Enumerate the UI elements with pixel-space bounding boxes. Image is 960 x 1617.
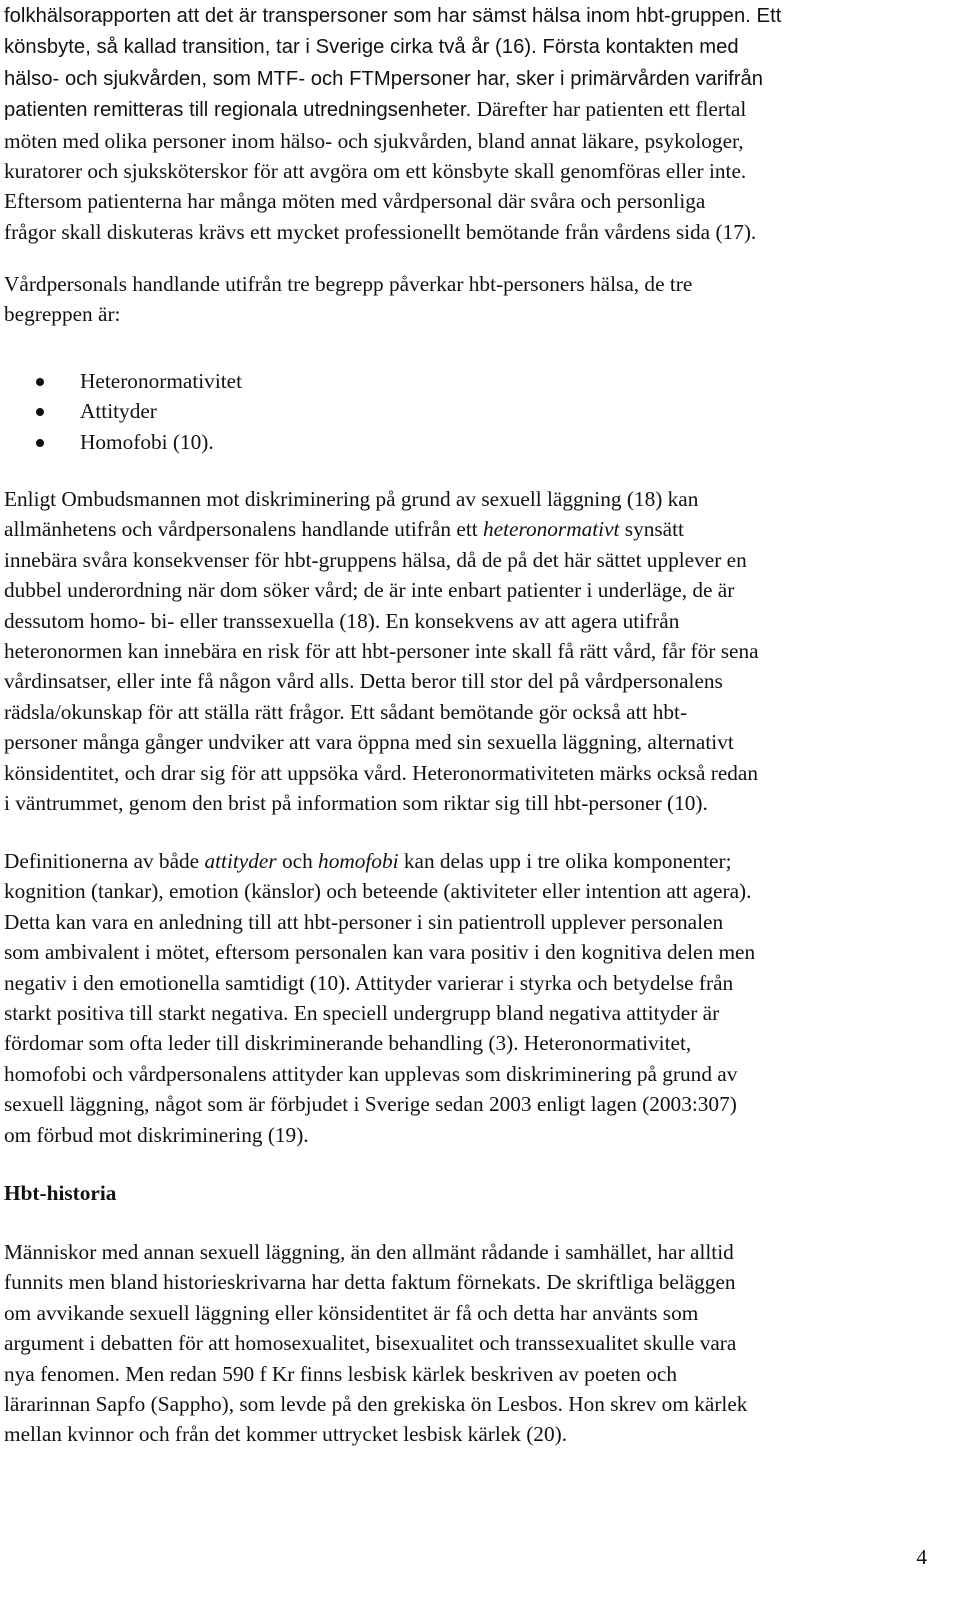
text-line: personer många gånger undviker att vara öppna med sin sexuella läggning, alternativt — [4, 730, 734, 755]
text-line: heteronormen kan innebära en risk för att hbt-personer inte skall få rätt vård, får för sena — [4, 639, 759, 664]
text-line: som ambivalent i mötet, eftersom personalen kan vara positiv i den kognitiva delen men — [4, 940, 756, 965]
text-line — [4, 94, 954, 125]
text-span: allmänhetens och vårdpersonalens handlande utifrån ett — [4, 517, 484, 542]
text-line: könsidentitet, och drar sig för att uppsöka vård. Heteronormativiteten märks också redan — [4, 760, 759, 785]
text-span: könsbyte, så kallad transition, tar i Sverige cirka två år (16). Första kontakten med — [4, 36, 739, 59]
bullet-icon — [36, 378, 44, 386]
text-span: Definitionerna av både — [4, 849, 205, 873]
list-item — [0, 427, 242, 457]
text-line: Människor med annan sexuell läggning, än den allmänt rådande i samhället, har alltid — [4, 1240, 734, 1264]
text-line: vårdinsatser, eller inte få någon vård alls. Detta beror till stor del på vårdpersonalens — [4, 669, 723, 694]
text-line — [4, 0, 954, 31]
text-line — [4, 31, 954, 62]
paragraph-transition — [4, 0, 954, 247]
paragraph-heteronormativity — [4, 484, 954, 818]
text-line: om avvikande sexuell läggning eller könsidentitet är få och detta har använts som — [4, 1300, 699, 1325]
text-line: lärarinnan Sapfo (Sappho), som levde på den grekiska ön Lesbos. Hon skrev om kärlek — [4, 1392, 748, 1417]
paragraph-attitudes — [4, 846, 954, 1150]
bullet-icon — [36, 439, 44, 447]
list-item-text: Homofobi (10). — [80, 429, 214, 454]
text-line: Detta kan vara en anledning till att hbt-personer i sin patientroll upplever personalen — [4, 909, 724, 934]
text-span: patienten remitteras till regionala utredningsenheter. — [4, 99, 472, 122]
text-line: Enligt Ombudsmannen mot diskriminering på grund av sexuell läggning (18) kan — [4, 487, 699, 511]
text-line: funnits men bland historieskrivarna har detta faktum förnekats. De skriftliga beläggen — [4, 1270, 736, 1295]
text-span: folkhälsorapporten att det är transpersoner som har sämst hälsa inom hbt-gruppen. Ett — [4, 5, 782, 27]
text-line: kuratorer och sjuksköterskor för att avgöra om ett könsbyte skall genomföras eller inte. — [4, 159, 747, 184]
text-line: frågor skall diskuteras krävs ett mycket professionellt bemötande från vårdens sida (17). — [4, 219, 757, 244]
bullet-icon — [36, 408, 44, 416]
text-span: synsätt — [619, 517, 684, 542]
text-line: dessutom homo- bi- eller transsexuella (18). En konsekvens av att agera utifrån — [4, 608, 680, 633]
text-line — [4, 63, 954, 94]
text-line: starkt positiva till starkt negativa. En speciell undergrupp bland negativa attityder är — [4, 1001, 720, 1026]
text-span: och — [276, 849, 319, 873]
page-number: 4 — [916, 1545, 927, 1569]
list-item — [0, 396, 242, 426]
text-line: sexuell läggning, något som är förbjudet i Sverige sedan 2003 enligt lagen (2003:307) — [4, 1092, 737, 1117]
text-span: kan delas upp i tre olika komponenter; — [398, 849, 732, 873]
list-item — [0, 366, 242, 396]
text-line — [4, 846, 954, 876]
text-line: innebära svåra konsekvenser för hbt-gruppens hälsa, då de på det här sättet upplever en — [4, 547, 747, 572]
paragraph-concepts-intro — [4, 269, 954, 330]
section-heading: Hbt-historia — [4, 1181, 117, 1205]
text-line: kognition (tankar), emotion (känslor) och beteende (aktiviteter eller intention att agera). — [4, 879, 752, 904]
text-span: hälso- och sjukvården, som MTF- och FTMpersoner har, sker i primärvården varifrån — [4, 67, 764, 90]
list-item-text: Attityder — [80, 399, 157, 424]
text-line: i väntrummet, genom den brist på information som riktar sig till hbt-personer (10). — [4, 791, 708, 816]
text-line: homofobi och vårdpersonalens attityder kan upplevas som diskriminering på grund av — [4, 1061, 738, 1086]
text-line: dubbel underordning när dom söker vård; de är inte enbart patienter i underläge, de är — [4, 578, 735, 603]
text-line: om förbud mot diskriminering (19). — [4, 1122, 309, 1147]
text-line — [4, 514, 954, 544]
text-span: Därefter har patienten ett flertal — [471, 97, 747, 122]
italic-term: heteronormativt — [483, 517, 620, 542]
text-line: negativ i den emotionella samtidigt (10). Attityder varierar i styrka och betydelse från — [4, 970, 734, 995]
text-line: argument i debatten för att homosexualitet, bisexualitet och transsexualitet skulle vara — [4, 1331, 737, 1356]
italic-term: homofobi — [318, 849, 399, 873]
text-line: möten med olika personer inom hälso- och sjukvården, bland annat läkare, psykologer, — [4, 128, 744, 153]
text-line: rädsla/okunskap för att ställa rätt frågor. Ett sådant bemötande gör också att hbt- — [4, 699, 688, 724]
text-line: Eftersom patienterna har många möten med vårdpersonal där svåra och personliga — [4, 189, 706, 214]
text-line: fördomar som ofta leder till diskriminerande behandling (3). Heteronormativitet, — [4, 1031, 692, 1056]
list-item-text: Heteronormativitet — [80, 369, 243, 393]
text-line: mellan kvinnor och från det kommer uttrycket lesbisk kärlek (20). — [4, 1422, 568, 1447]
italic-term: attityder — [204, 849, 277, 873]
concepts-bullet-list — [0, 366, 242, 457]
paragraph-history — [4, 1237, 954, 1450]
text-line: nya fenomen. Men redan 590 f Kr finns lesbisk kärlek beskriven av poeten och — [4, 1361, 678, 1386]
text-line: Vårdpersonals handlande utifrån tre begrepp påverkar hbt-personers hälsa, de tre — [4, 272, 693, 296]
text-line: begreppen är: — [4, 302, 121, 327]
